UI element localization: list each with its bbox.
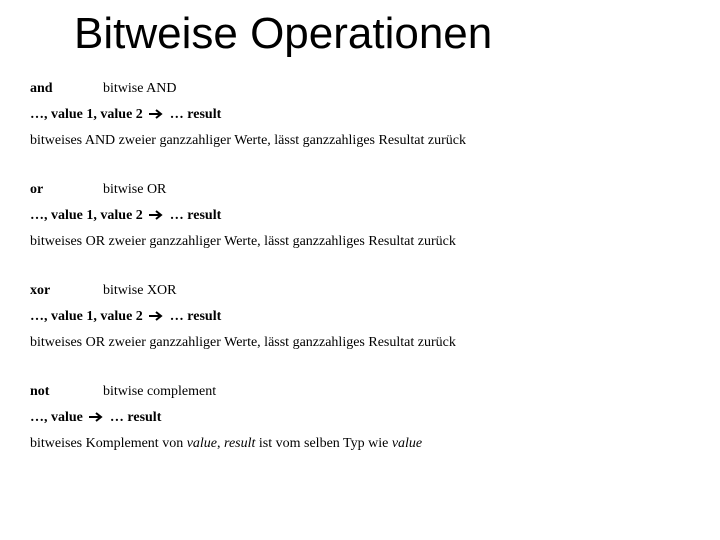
operation-keyword: or bbox=[30, 182, 44, 197]
stack-signature bbox=[30, 207, 221, 225]
stack-signature bbox=[30, 308, 221, 326]
operation-explanation: bitweises AND zweier ganzzahliger Werte, lässt ganzzahliges Resultat zurück bbox=[30, 133, 466, 148]
explanation-text: , bbox=[217, 436, 225, 451]
stack-after: … result bbox=[169, 309, 222, 324]
operation-description: bitwise OR bbox=[103, 182, 167, 197]
explanation-text: bitweises Komplement von bbox=[30, 436, 187, 451]
explanation-term: result bbox=[224, 436, 256, 451]
stack-before: …, value 1, value 2 bbox=[30, 208, 143, 223]
stack-after: … result bbox=[169, 208, 222, 223]
right-arrow-icon bbox=[89, 409, 103, 427]
right-arrow-icon bbox=[149, 207, 163, 225]
stack-after: … result bbox=[169, 107, 222, 122]
operation-description: bitwise XOR bbox=[103, 283, 177, 298]
operation-explanation: bitweises OR zweier ganzzahliger Werte, lässt ganzzahliges Resultat zurück bbox=[30, 234, 456, 249]
explanation-term: value bbox=[186, 436, 218, 451]
explanation-term: value bbox=[391, 436, 423, 451]
operation-explanation bbox=[30, 435, 422, 453]
stack-before: …, value bbox=[30, 410, 83, 425]
explanation-text: ist vom selben Typ wie bbox=[255, 436, 392, 451]
stack-after: … result bbox=[109, 410, 162, 425]
stack-signature bbox=[30, 106, 221, 124]
page-title: Bitweise Operationen bbox=[74, 9, 493, 58]
right-arrow-icon bbox=[149, 308, 163, 326]
operation-keyword: not bbox=[30, 384, 50, 399]
operation-description: bitwise AND bbox=[103, 81, 177, 96]
right-arrow-icon bbox=[149, 106, 163, 124]
operation-explanation: bitweises OR zweier ganzzahliger Werte, lässt ganzzahliges Resultat zurück bbox=[30, 335, 456, 350]
stack-before: …, value 1, value 2 bbox=[30, 309, 143, 324]
operation-description: bitwise complement bbox=[103, 384, 217, 399]
stack-before: …, value 1, value 2 bbox=[30, 107, 143, 122]
stack-signature bbox=[30, 409, 161, 427]
operation-keyword: xor bbox=[30, 283, 51, 298]
operation-keyword: and bbox=[30, 81, 53, 96]
